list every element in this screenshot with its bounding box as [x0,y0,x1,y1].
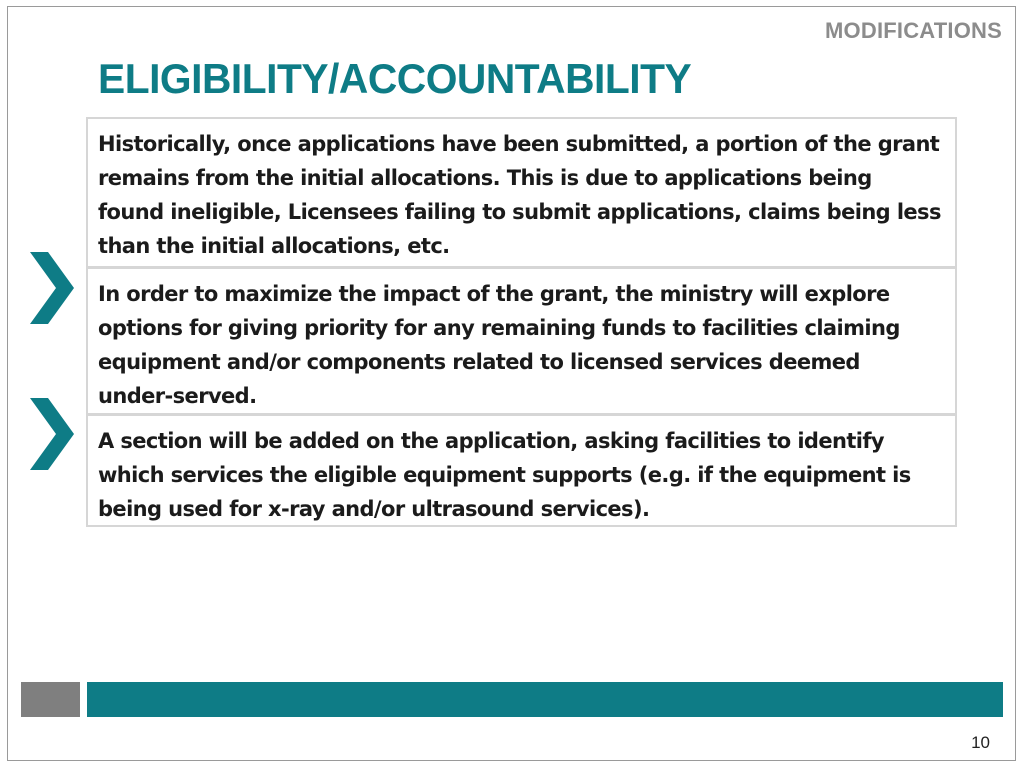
content-row-1: Historically, once applications have been submitted, a portion of the grant remains from the initial allocations. This is due to applications being found ineligible, Licensees failing to submit applications, claims being less than the initial allocations, etc. [98,132,941,258]
chevron-right-icon [28,396,76,472]
footer-teal-bar [87,682,1003,717]
chevron-right-icon [28,250,76,326]
section-label: MODIFICATIONS [825,18,1002,43]
page-number: 10 [971,733,990,752]
footer-gray-block [21,682,80,717]
slide-title: ELIGIBILITY/ACCOUNTABILITY [98,55,692,102]
content-row-3: A section will be added on the application, asking facilities to identify which services the eligible equipment supports (e.g. if the equipment is being used for x-ray and/or ultrasound services). [88,413,955,525]
content-row-2: In order to maximize the impact of the grant, the ministry will explore options for giving priority for any remaining funds to facilities claiming equipment and/or components related to licensed services deemed under-served. [88,266,955,413]
content-table [86,117,957,527]
